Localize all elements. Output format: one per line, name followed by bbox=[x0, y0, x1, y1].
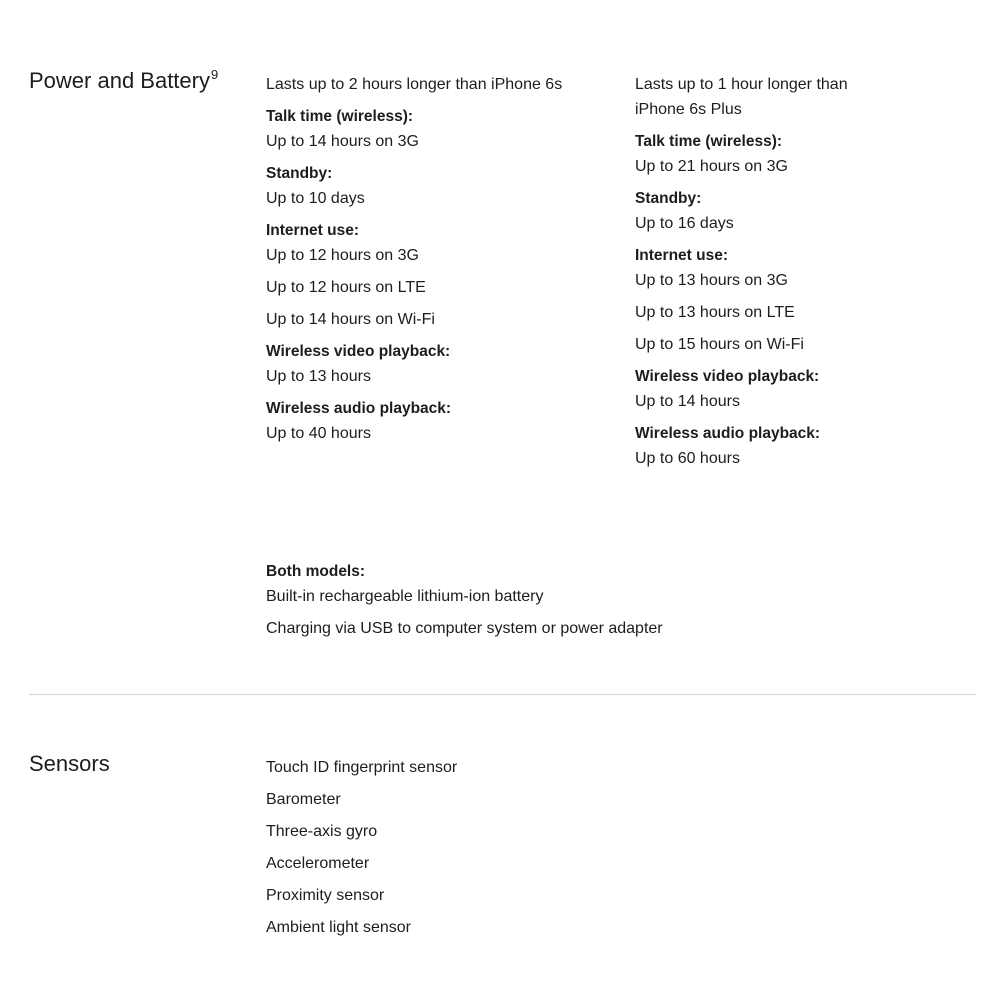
sensors-title: Sensors bbox=[29, 751, 110, 776]
model-b-internet-lte: Up to 13 hours on LTE bbox=[635, 304, 795, 321]
model-a-internet-label: Internet use: bbox=[266, 222, 360, 239]
model-a-talk-label: Talk time (wireless): bbox=[266, 108, 414, 125]
model-b-audio-value: Up to 60 hours bbox=[635, 450, 740, 467]
both-models-charging: Charging via USB to computer system or power adapter bbox=[266, 620, 663, 637]
sensor-item: Proximity sensor bbox=[266, 887, 385, 904]
model-a-audio-value: Up to 40 hours bbox=[266, 425, 371, 442]
section-divider bbox=[29, 694, 976, 695]
both-models-label: Both models: bbox=[266, 563, 366, 580]
power-battery-heading bbox=[29, 68, 218, 94]
model-b-internet-label: Internet use: bbox=[635, 247, 729, 264]
model-a-internet-3g: Up to 12 hours on 3G bbox=[266, 247, 419, 264]
model-a-standby-label: Standby: bbox=[266, 165, 333, 182]
sensor-item: Accelerometer bbox=[266, 855, 370, 872]
sensor-item: Touch ID fingerprint sensor bbox=[266, 759, 458, 776]
power-battery-title: Power and Battery bbox=[29, 68, 210, 93]
model-b-standby-value: Up to 16 days bbox=[635, 215, 734, 232]
both-models-block bbox=[266, 559, 866, 641]
model-b-video-label: Wireless video playback: bbox=[635, 368, 820, 385]
model-a-audio-label: Wireless audio playback: bbox=[266, 400, 452, 417]
both-models-battery: Built-in rechargeable lithium-ion battery bbox=[266, 588, 544, 605]
model-b-talk-value: Up to 21 hours on 3G bbox=[635, 158, 788, 175]
model-a-talk-value: Up to 14 hours on 3G bbox=[266, 133, 419, 150]
model-a-internet-wifi: Up to 14 hours on Wi-Fi bbox=[266, 311, 435, 328]
model-b-summary-line1: Lasts up to 1 hour longer than bbox=[635, 76, 848, 93]
model-b-video-value: Up to 14 hours bbox=[635, 393, 740, 410]
sensors-list bbox=[266, 755, 866, 940]
model-b-audio-label: Wireless audio playback: bbox=[635, 425, 821, 442]
model-b-internet-3g: Up to 13 hours on 3G bbox=[635, 272, 788, 289]
sensor-item: Ambient light sensor bbox=[266, 919, 411, 936]
model-b-internet-wifi: Up to 15 hours on Wi-Fi bbox=[635, 336, 804, 353]
model-b-column bbox=[635, 72, 975, 471]
model-b-summary-line2: iPhone 6s Plus bbox=[635, 101, 742, 118]
sensor-item: Barometer bbox=[266, 791, 341, 808]
footnote-marker[interactable]: 9 bbox=[210, 67, 219, 82]
sensor-item: Three-axis gyro bbox=[266, 823, 378, 840]
model-a-column bbox=[266, 72, 626, 446]
model-b-talk-label: Talk time (wireless): bbox=[635, 133, 783, 150]
model-a-standby-value: Up to 10 days bbox=[266, 190, 365, 207]
model-a-summary: Lasts up to 2 hours longer than iPhone 6s bbox=[266, 76, 563, 93]
model-a-video-value: Up to 13 hours bbox=[266, 368, 371, 385]
model-b-standby-label: Standby: bbox=[635, 190, 702, 207]
model-a-video-label: Wireless video playback: bbox=[266, 343, 451, 360]
model-a-internet-lte: Up to 12 hours on LTE bbox=[266, 279, 426, 296]
